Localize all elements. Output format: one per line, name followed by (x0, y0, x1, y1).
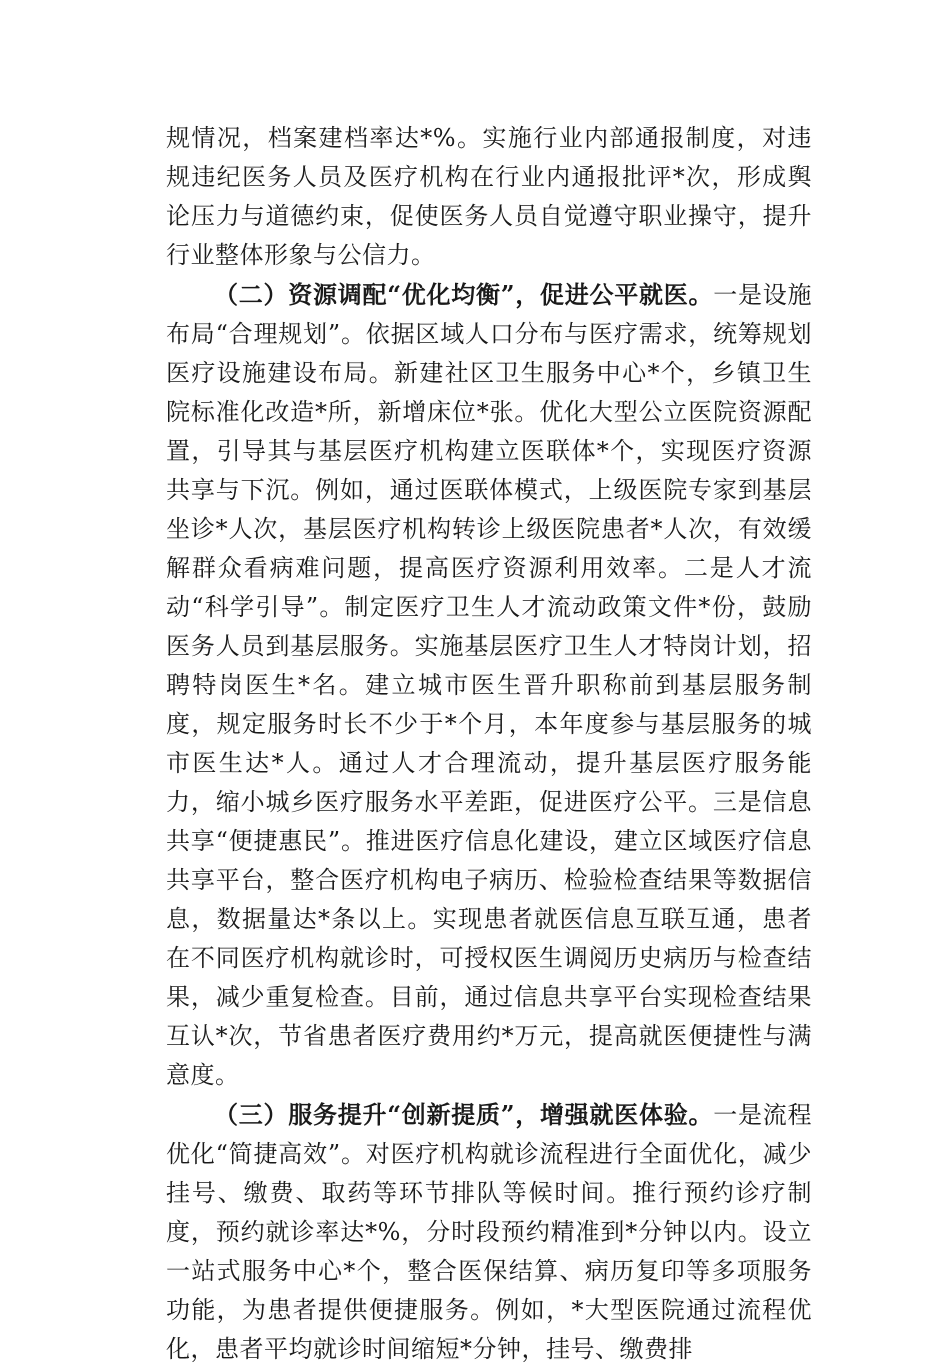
body-paragraph-1 (166, 119, 812, 275)
body-paragraph-3 (166, 1095, 812, 1369)
document-page (166, 119, 812, 1369)
section-heading-3: （三）服务提升“创新提质”，增强就医体验。 (214, 1100, 714, 1129)
body-paragraph-2 (166, 275, 812, 1095)
paragraph-text: 规情况，档案建档率达*%。实施行业内部通报制度，对违规违纪医务人员及医疗机构在行业内通报批评*次，形成舆论压力与道德约束，促使医务人员自觉遵守职业操守，提升行业整体形象与公信力。 (166, 124, 812, 269)
section-heading-2: （二）资源调配“优化均衡”，促进公平就医。 (214, 280, 714, 309)
paragraph-text: 一是流程优化“简捷高效”。对医疗机构就诊流程进行全面优化，减少挂号、缴费、取药等环节排队等候时间。推行预约诊疗制度，预约就诊率达*%，分时段预约精准到*分钟以内。设立一站式服务中心*个，整合医保结算、病历复印等多项服务功能，为患者提供便捷服务。例如，*大型医院通过流程优化，患者平均就诊时间缩短*分钟，挂号、缴费排 (166, 1101, 813, 1363)
paragraph-text: 一是设施布局“合理规划”。依据区域人口分布与医疗需求，统筹规划医疗设施建设布局。新建社区卫生服务中心*个，乡镇卫生院标准化改造*所，新增床位*张。优化大型公立医院资源配置，引导其与基层医疗机构建立医联体*个，实现医疗资源共享与下沉。例如，通过医联体模式，上级医院专家到基层坐诊*人次，基层医疗机构转诊上级医院患者*人次，有效缓解群众看病难问题，提高医疗资源利用效率。二是人才流动“科学引导”。制定医疗卫生人才流动政策文件*份，鼓励医务人员到基层服务。实施基层医疗卫生人才特岗计划，招聘特岗医生*名。建立城市医生晋升职称前到基层服务制度，规定服务时长不少于*个月，本年度参与基层服务的城市医生达*人。通过人才合理流动，提升基层医疗服务能力，缩小城乡医疗服务水平差距，促进医疗公平。三是信息共享“便捷惠民”。推进医疗信息化建设，建立区域医疗信息共享平台，整合医疗机构电子病历、检验检查结果等数据信息，数据量达*条以上。实现患者就医信息互联互通，患者在不同医疗机构就诊时，可授权医生调阅历史病历与检查结果，减少重复检查。目前，通过信息共享平台实现检查结果互认*次，节省患者医疗费用约*万元，提高就医便捷性与满意度。 (166, 281, 813, 1089)
